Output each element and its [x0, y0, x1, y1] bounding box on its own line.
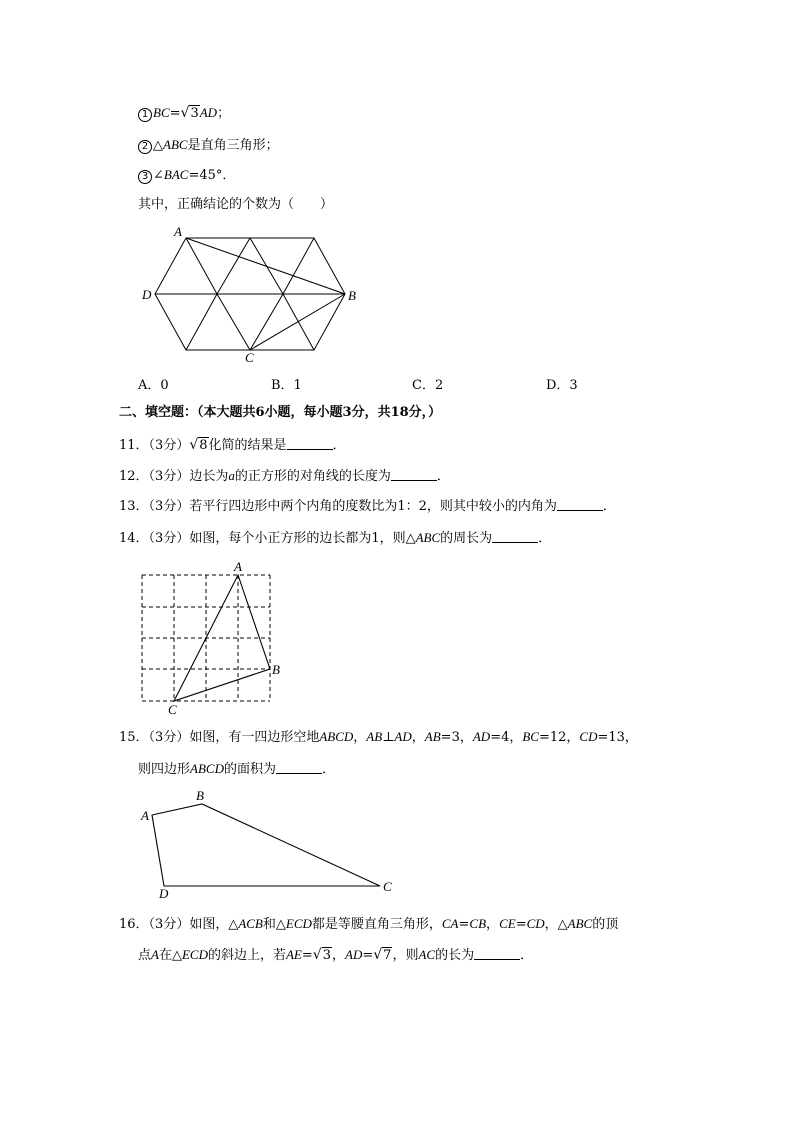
label-A: A — [174, 224, 182, 239]
grid-label-C: C — [168, 702, 177, 717]
label-B: B — [348, 288, 356, 303]
s2-rest: 是直角三角形； — [187, 138, 279, 153]
question-15-line-1: 15．（3分）如图，有一四边形空地ABCD，AB⊥AD，AB=3，AD=4，BC=12，CD=13， — [119, 729, 638, 745]
sqrt-7: √7 — [373, 947, 392, 963]
s2-name: ABC — [163, 137, 188, 152]
quad-label-A: A — [141, 808, 149, 823]
quad-label-C: C — [383, 879, 392, 894]
s1-end: ； — [217, 106, 231, 121]
answer-blank — [474, 947, 520, 960]
question-13: 13．（3分）若平行四边形中两个内角的度数比为1：2，则其中较小的内角为 ． — [119, 499, 616, 514]
sqrt-8: √8 — [189, 437, 208, 453]
grid-label-B: B — [272, 662, 280, 677]
circled-number-1: 1 — [138, 108, 152, 122]
label-C: C — [245, 350, 254, 365]
triangle-symbol: △ — [153, 138, 163, 153]
label-D: D — [142, 287, 152, 302]
s1-eq: = — [169, 106, 181, 121]
quad-label-B: B — [196, 788, 204, 803]
question-12: 12．（3分）边长为a的正方形的对角线的长度为 ． — [119, 468, 450, 484]
grid-label-A: A — [234, 559, 242, 574]
question-16-line-2: 点A在△ECD的斜边上，若AE=√3，AD=√7，则AC的长为 ． — [138, 947, 534, 963]
option-c: C．2 — [412, 378, 444, 393]
question-11: 11．（3分）√8化简的结果是 ． — [119, 437, 346, 453]
section-title: 二、填空题：（本大题共6小题，每小题3分，共18分，） — [119, 405, 442, 420]
s1-lhs: BC — [153, 105, 170, 120]
circled-number-2: 2 — [138, 140, 152, 154]
option-a: A．0 — [138, 378, 169, 393]
s1-rhs: AD — [199, 105, 218, 120]
question-text: 其中，正确结论的个数为（ ） — [138, 197, 334, 212]
option-d: D．3 — [546, 378, 578, 393]
quad-label-D: D — [159, 886, 169, 901]
angle-symbol: ∠ — [153, 168, 164, 183]
s3-rest: =45°． — [188, 168, 236, 183]
sqrt-3: √3 — [180, 105, 199, 121]
s3-name: BAC — [163, 167, 189, 182]
question-16-line-1: 16．（3分）如图，△ACB和△ECD都是等腰直角三角形，CA=CB，CE=CD，△ABC的顶 — [119, 916, 619, 932]
sqrt-3-b: √3 — [312, 947, 331, 963]
circled-number-3: 3 — [138, 170, 152, 184]
question-14: 14．（3分）如图，每个小正方形的边长都为1，则△ABC的周长为 ． — [119, 530, 552, 546]
question-15-line-2: 则四边形ABCD的面积为 ． — [138, 761, 335, 777]
option-b: B．1 — [271, 378, 302, 393]
quadrilateral-ABCD — [152, 804, 380, 886]
